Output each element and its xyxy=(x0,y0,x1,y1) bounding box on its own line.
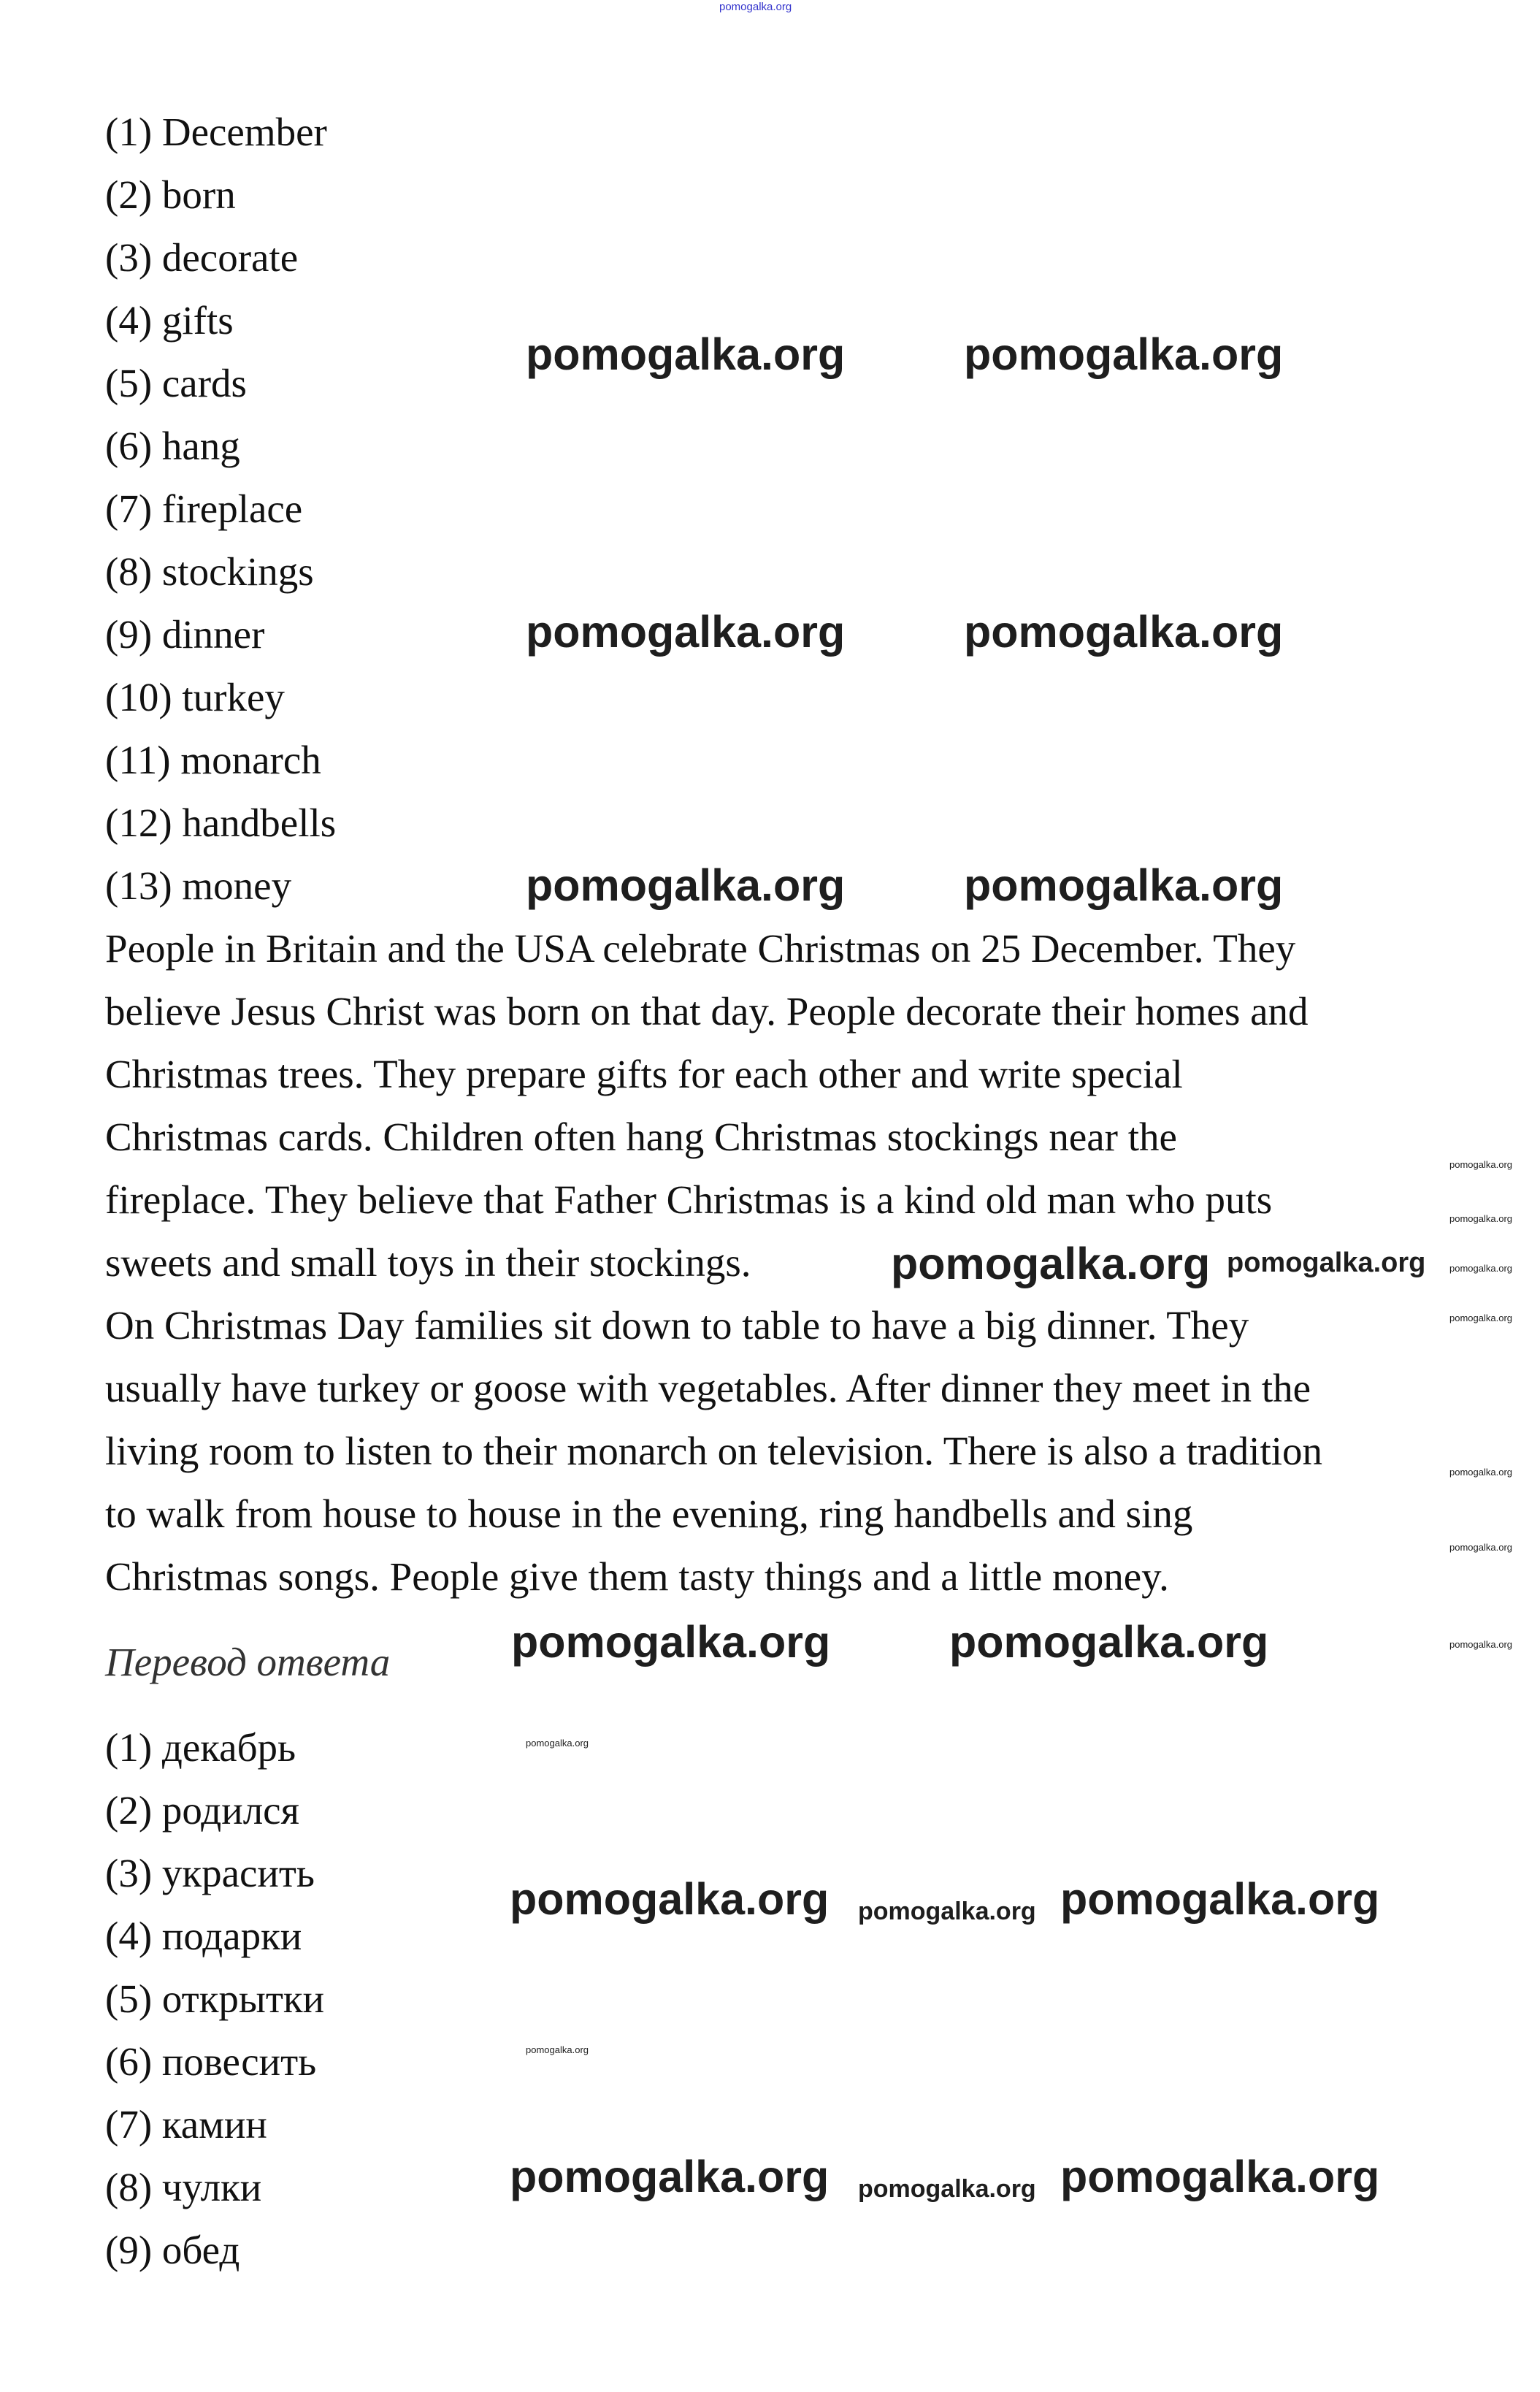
text-line: Christmas trees. They prepare gifts for each other and write special xyxy=(105,1052,1183,1096)
answer-item: (4) gifts xyxy=(105,298,234,343)
answer-item: (9) dinner xyxy=(105,612,265,657)
translation-heading: Перевод ответа xyxy=(105,1640,391,1684)
text-line: fireplace. They believe that Father Christmas is a kind old man who puts xyxy=(105,1177,1273,1222)
text-line: usually have turkey or goose with vegetables. After dinner they meet in the xyxy=(105,1366,1311,1410)
watermark: pomogalka.org xyxy=(1449,1639,1512,1650)
watermark: pomogalka.org xyxy=(964,607,1284,657)
watermark: pomogalka.org xyxy=(1449,1467,1512,1478)
answer-item: (10) turkey xyxy=(105,675,285,719)
answer-item: (13) money xyxy=(105,863,292,908)
watermark: pomogalka.org xyxy=(1227,1247,1426,1278)
watermark: pomogalka.org xyxy=(510,2152,830,2201)
text-line: People in Britain and the USA celebrate Christmas on 25 December. They xyxy=(105,926,1296,971)
text-line: On Christmas Day families sit down to table to have a big dinner. They xyxy=(105,1303,1249,1348)
answers-and-text xyxy=(105,101,1322,1608)
watermark: pomogalka.org xyxy=(511,1617,831,1667)
answer-item: (8) stockings xyxy=(105,549,314,594)
watermark: pomogalka.org xyxy=(1449,1159,1512,1170)
watermark: pomogalka.org xyxy=(1449,1312,1512,1323)
watermark: pomogalka.org xyxy=(964,329,1284,379)
watermark: pomogalka.org xyxy=(510,1874,830,1924)
watermark: pomogalka.org xyxy=(964,860,1284,910)
text-line: Christmas songs. People give them tasty things and a little money. xyxy=(105,1554,1169,1599)
translation-item: (3) украсить xyxy=(105,1851,315,1895)
answer-item: (7) fireplace xyxy=(105,486,303,531)
translation-item: (8) чулки xyxy=(105,2165,262,2209)
translation-item: (5) открытки xyxy=(105,1976,325,2021)
text-line: Christmas cards. Children often hang Christmas stockings near the xyxy=(105,1115,1177,1159)
translation-item: (9) обед xyxy=(105,2228,240,2272)
watermark: pomogalka.org xyxy=(891,1239,1211,1288)
watermark: pomogalka.org xyxy=(1449,1263,1512,1274)
answer-item: (6) hang xyxy=(105,424,240,468)
answer-item: (5) cards xyxy=(105,361,247,405)
watermark: pomogalka.org xyxy=(1060,2152,1380,2201)
text-line: to walk from house to house in the evening, ring handbells and sing xyxy=(105,1491,1193,1536)
answer-item: (1) December xyxy=(105,110,327,154)
text-line: living room to listen to their monarch on television. There is also a tradition xyxy=(105,1429,1322,1473)
watermark: pomogalka.org xyxy=(1449,1213,1512,1224)
translation-item: (7) камин xyxy=(105,2102,267,2147)
text-line: believe Jesus Christ was born on that day. People decorate their homes and xyxy=(105,989,1309,1033)
watermark: pomogalka.org xyxy=(858,2175,1036,2203)
translation-heading-block xyxy=(105,1631,390,1694)
header-link[interactable]: pomogalka.org xyxy=(719,1,792,13)
watermark: pomogalka.org xyxy=(526,1738,589,1749)
answer-item: (3) decorate xyxy=(105,235,299,280)
watermark: pomogalka.org xyxy=(858,1898,1036,1925)
watermark: pomogalka.org xyxy=(526,607,846,657)
translation-item: (1) декабрь xyxy=(105,1725,296,1770)
answer-item: (12) handbells xyxy=(105,800,337,845)
text-line: sweets and small toys in their stockings. xyxy=(105,1240,751,1285)
watermark: pomogalka.org xyxy=(1060,1874,1380,1924)
watermark: pomogalka.org xyxy=(526,860,846,910)
watermark: pomogalka.org xyxy=(526,329,846,379)
answer-item: (2) born xyxy=(105,172,236,217)
translation-item: (2) родился xyxy=(105,1788,299,1833)
translation-item: (4) подарки xyxy=(105,1914,302,1958)
answer-item: (11) monarch xyxy=(105,738,321,782)
watermark: pomogalka.org xyxy=(526,2044,589,2055)
translation-list xyxy=(105,1716,324,2282)
translation-item: (6) повесить xyxy=(105,2039,317,2084)
watermark: pomogalka.org xyxy=(949,1617,1269,1667)
watermark: pomogalka.org xyxy=(1449,1542,1512,1553)
